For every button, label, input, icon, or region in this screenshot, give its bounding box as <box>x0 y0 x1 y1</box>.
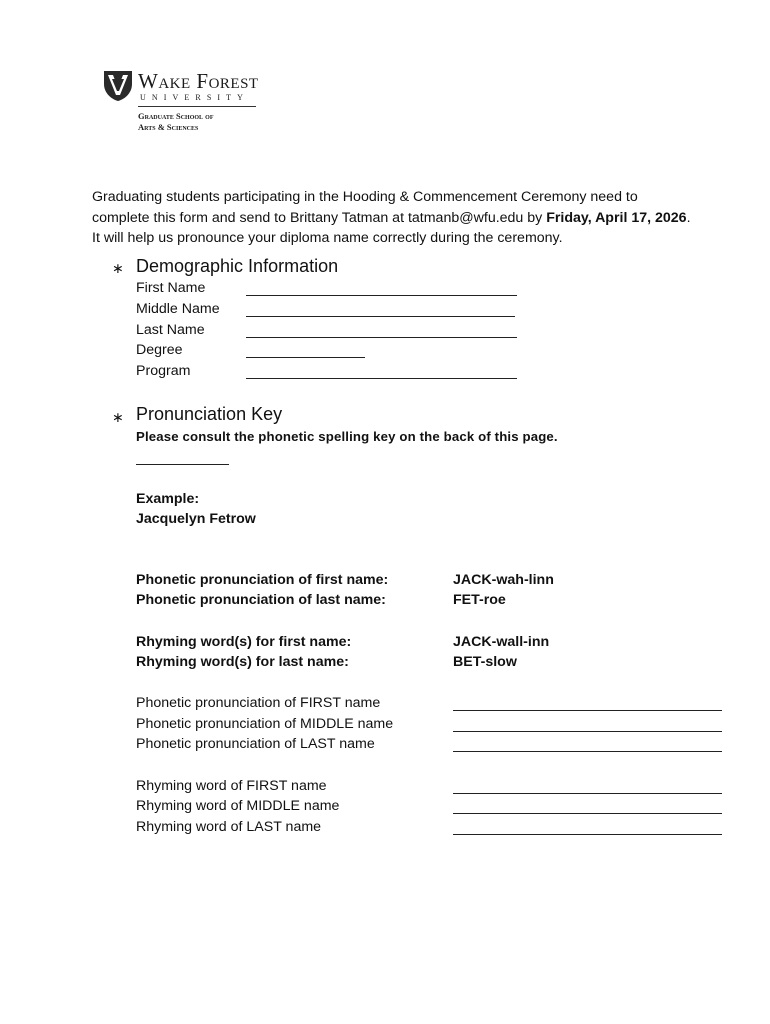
intro-text-start: Graduating students participating in the Hooding & Commencement Ceremony need to complete this form and send to Brittany Tatman at tatmanb@wfu.edu by <box>92 189 638 226</box>
phonetic-last-field[interactable] <box>453 751 722 752</box>
intro-paragraph <box>92 187 692 249</box>
example-label: Example: <box>136 491 200 507</box>
example-row-label: Phonetic pronunciation of first name: <box>136 572 389 588</box>
first-name-label: First Name <box>136 280 206 296</box>
intro-deadline: Friday, April 17, 2026 <box>546 209 687 226</box>
phonetic-key-note: Please consult the phonetic spelling key on the back of this page. <box>136 429 558 444</box>
logo-wordmark: Wake Forest <box>138 69 259 93</box>
phonetic-middle-field[interactable] <box>453 731 722 732</box>
pronunciation-heading: Pronunciation Key <box>136 404 283 424</box>
degree-field[interactable] <box>246 357 365 358</box>
phonetic-first-label: Phonetic pronunciation of FIRST name <box>136 695 381 711</box>
logo-divider <box>138 106 256 107</box>
rhyming-last-field[interactable] <box>453 834 722 835</box>
wfu-shield-icon <box>103 70 133 102</box>
degree-label: Degree <box>136 342 183 358</box>
rhyming-last-label: Rhyming word of LAST name <box>136 819 322 835</box>
example-name: Jacquelyn Fetrow <box>136 511 256 527</box>
logo-school <box>138 111 213 133</box>
example-row-value: BET-slow <box>453 654 517 670</box>
phonetic-middle-label: Phonetic pronunciation of MIDDLE name <box>136 716 394 732</box>
intro-text-end: . It will help us pronounce your diploma name correctly during the ceremony. <box>92 209 691 246</box>
note-separator-line <box>136 464 229 465</box>
section-bullet: ∗ <box>112 260 124 276</box>
rhyming-first-label: Rhyming word of FIRST name <box>136 778 327 794</box>
rhyming-middle-label: Rhyming word of MIDDLE name <box>136 798 340 814</box>
rhyming-middle-field[interactable] <box>453 813 722 814</box>
last-name-label: Last Name <box>136 322 205 338</box>
phonetic-last-label: Phonetic pronunciation of LAST name <box>136 736 375 752</box>
middle-name-field[interactable] <box>246 316 515 317</box>
example-row-label: Rhyming word(s) for last name: <box>136 654 349 670</box>
example-row-value: JACK-wah-linn <box>453 572 554 588</box>
example-row-value: FET-roe <box>453 592 506 608</box>
example-row-label: Phonetic pronunciation of last name: <box>136 592 386 608</box>
program-field[interactable] <box>246 378 517 379</box>
phonetic-first-field[interactable] <box>453 710 722 711</box>
rhyming-first-field[interactable] <box>453 793 722 794</box>
example-row-value: JACK-wall-inn <box>453 634 550 650</box>
logo-school-line2: Arts & Sciences <box>138 122 199 132</box>
logo-university: UNIVERSITY <box>140 93 249 102</box>
logo-school-line1: Graduate School of <box>138 111 214 121</box>
first-name-field[interactable] <box>246 295 517 296</box>
program-label: Program <box>136 363 191 379</box>
last-name-field[interactable] <box>246 337 517 338</box>
demographic-heading: Demographic Information <box>136 256 339 276</box>
university-logo <box>100 68 270 140</box>
section-bullet: ∗ <box>112 409 124 425</box>
example-row-label: Rhyming word(s) for first name: <box>136 634 352 650</box>
middle-name-label: Middle Name <box>136 301 220 317</box>
